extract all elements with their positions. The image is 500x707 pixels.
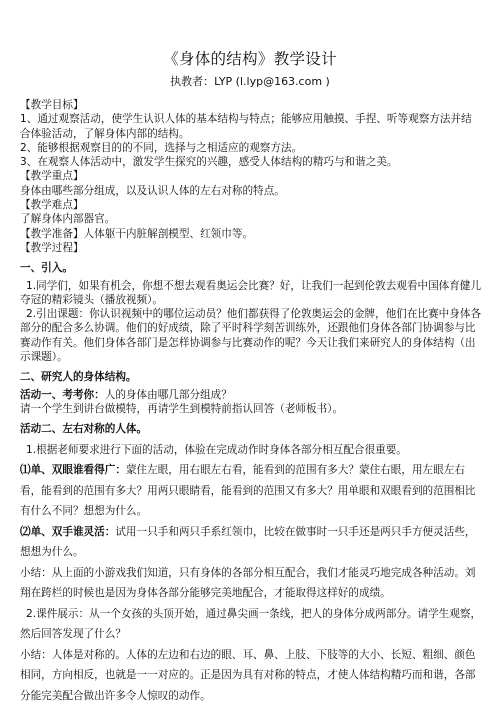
section-1-heading: 一、引入。: [20, 262, 73, 275]
prep-line: 【教学准备】人体躯干内脏解剖模型、红领巾等。: [20, 227, 254, 240]
difficulty-text: 了解身体内部器官。: [20, 213, 116, 226]
document-body: [20, 98, 482, 706]
summary-2: 小结：人体是对称的。人体的左边和右边的眼、耳、鼻、上肢、下肢等的大小、长短、粗细、颜色相同，方向相反，也就是一一对应的。正是因为具有对称的特点，才使人体结构精巧而和谐，各部分能完美配合做出许多令人惊叹的动作。: [20, 648, 476, 702]
activity-2-item-1: [20, 460, 482, 522]
author-line: 执教者：LYP (l.lyp@163.com ): [170, 75, 330, 88]
section-1-paragraph-2: 2.引出课题：你认识视频中的哪位运动员？他们都获得了伦敦奥运会的金牌，他们在比赛中身体各部分的配合多么协调。他们的好成绩，除了平时科学刻苦训练外，还跟他们身体各部门协调参与比赛动作有关。他们身体各部门是怎样协调参与比赛动作的呢？今天让我们来研究人的身体结构（出示课题）。: [20, 308, 482, 364]
activity-2-item-1-label: ⑴单、双眼谁看得广：: [20, 464, 126, 477]
goal-item-2: 2、能够根据观察目的的不同，选择与之相适应的观察方法。: [20, 141, 303, 154]
activity-2-heading: 活动二、左右对称的人体。: [20, 423, 148, 436]
activity-1: [20, 388, 482, 402]
activity-2-item-2-text: 试用一只手和两只手系红领巾，比较在做事时一只手还是两只手方便灵活些，想想为什么。: [20, 525, 476, 559]
key-header: 【教学重点】: [20, 170, 84, 183]
section-2-heading: 二、研究人的身体结构。: [20, 371, 137, 384]
activity-2-paragraph-2: 2.课件展示：从一个女孩的头顶开始，通过鼻尖画一条线，把人的身体分成两部分。请学生观察，然后回答发现了什么？: [20, 607, 482, 641]
goal-item-1: 1、通过观察活动，使学生认识人体的基本结构与特点；能够应用触摸、手捏、听等观察方法并结合体验活动，了解身体内部的结构。: [20, 113, 472, 140]
activity-1-label: 活动一、考考你：: [20, 388, 105, 401]
activity-1-paragraph: 请一个学生到讲台做模特，再请学生到模特前指认回答（老师板书）。: [20, 402, 344, 415]
activity-2-item-1-text: 蒙住左眼，用右眼左右看，能看到的范围有多大？蒙住右眼，用左眼左右看，能看到的范围有多大？用两只眼睛看，能看到的范围又有多大？用单眼和双眼看到的范围相比有什么不同？想想为什么。: [20, 464, 476, 518]
section-1-paragraph-1: 1.同学们，如果有机会，你想不想去观看奥运会比赛？好，让我们一起到伦敦去观看中国体育健儿夺冠的精彩镜头（播放视频）。: [20, 279, 482, 306]
activity-2-item-2: [20, 522, 482, 563]
difficulty-header: 【教学难点】: [20, 199, 84, 212]
activity-2-item-2-label: ⑵单、双手谁灵活：: [20, 525, 116, 538]
document-title: 《身体的结构》教学设计: [163, 50, 337, 68]
process-header: 【教学过程】: [20, 241, 84, 254]
goals-header: 【教学目标】: [20, 99, 84, 111]
activity-1-text: 人的身体由哪几部分组成？: [104, 388, 232, 401]
goal-item-3: 3、在观察人体活动中，激发学生探究的兴趣，感受人体结构的精巧与和谐之美。: [20, 156, 398, 169]
key-text: 身体由哪些部分组成，以及认识人体的左右对称的特点。: [20, 184, 285, 197]
summary-1: 小结：从上面的小游戏我们知道，只有身体的各部分相互配合，我们才能灵巧地完成各种活动。刘翔在跨栏的时候也是因为身体各部分能够完美地配合，才能取得这样好的成绩。: [20, 566, 476, 600]
activity-2-paragraph-1: 1.根据老师要求进行下面的活动，体验在完成动作时身体各部分相互配合很重要。: [26, 443, 407, 456]
